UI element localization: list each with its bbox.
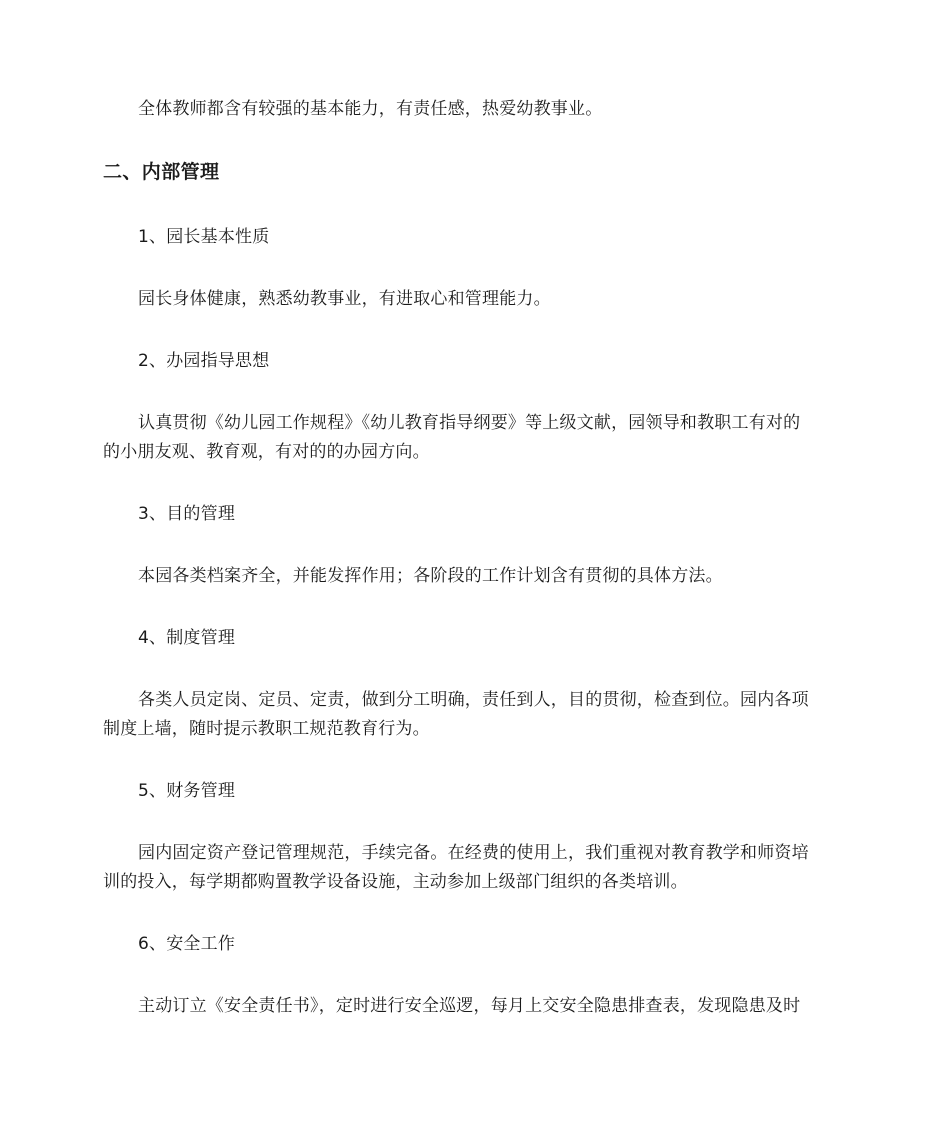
section-title: 二、内部管理 [103, 161, 220, 183]
item-heading-6: 6、安全工作 [138, 934, 236, 954]
item-heading-1: 1、园长基本性质 [138, 227, 270, 247]
item-heading-4: 4、制度管理 [138, 628, 236, 648]
item-body-2-line-2: 的小朋友观、教育观，有对的的办园方向。 [103, 442, 430, 462]
item-body-6-line-1: 主动订立《安全责任书》，定时进行安全巡逻，每月上交安全隐患排查表，发现隐患及时 [138, 996, 801, 1016]
item-body-4-line-1: 各类人员定岗、定员、定责，做到分工明确，责任到人，目的贯彻，检查到位。园内各项 [138, 690, 809, 710]
item-body-2-line-1: 认真贯彻《幼儿园工作规程》《幼儿教育指导纲要》等上级文献，园领导和教职工有对的 [138, 413, 801, 433]
item-body-4-line-2: 制度上墙，随时提示教职工规范教育行为。 [103, 719, 430, 739]
item-body-3-line-1: 本园各类档案齐全，并能发挥作用；各阶段的工作计划含有贯彻的具体方法。 [138, 566, 723, 586]
item-body-1-line-1: 园长身体健康，熟悉幼教事业，有进取心和管理能力。 [138, 289, 551, 309]
item-body-5-line-2: 训的投入，每学期都购置教学设备设施，主动参加上级部门组织的各类培训。 [103, 872, 688, 892]
item-heading-2: 2、办园指导思想 [138, 351, 270, 371]
item-body-5-line-1: 园内固定资产登记管理规范，手续完备。在经费的使用上，我们重视对教育教学和师资培 [138, 843, 809, 863]
intro-paragraph: 全体教师都含有较强的基本能力，有责任感，热爱幼教事业。 [138, 99, 603, 119]
item-heading-3: 3、目的管理 [138, 504, 236, 524]
item-heading-5: 5、财务管理 [138, 781, 236, 801]
